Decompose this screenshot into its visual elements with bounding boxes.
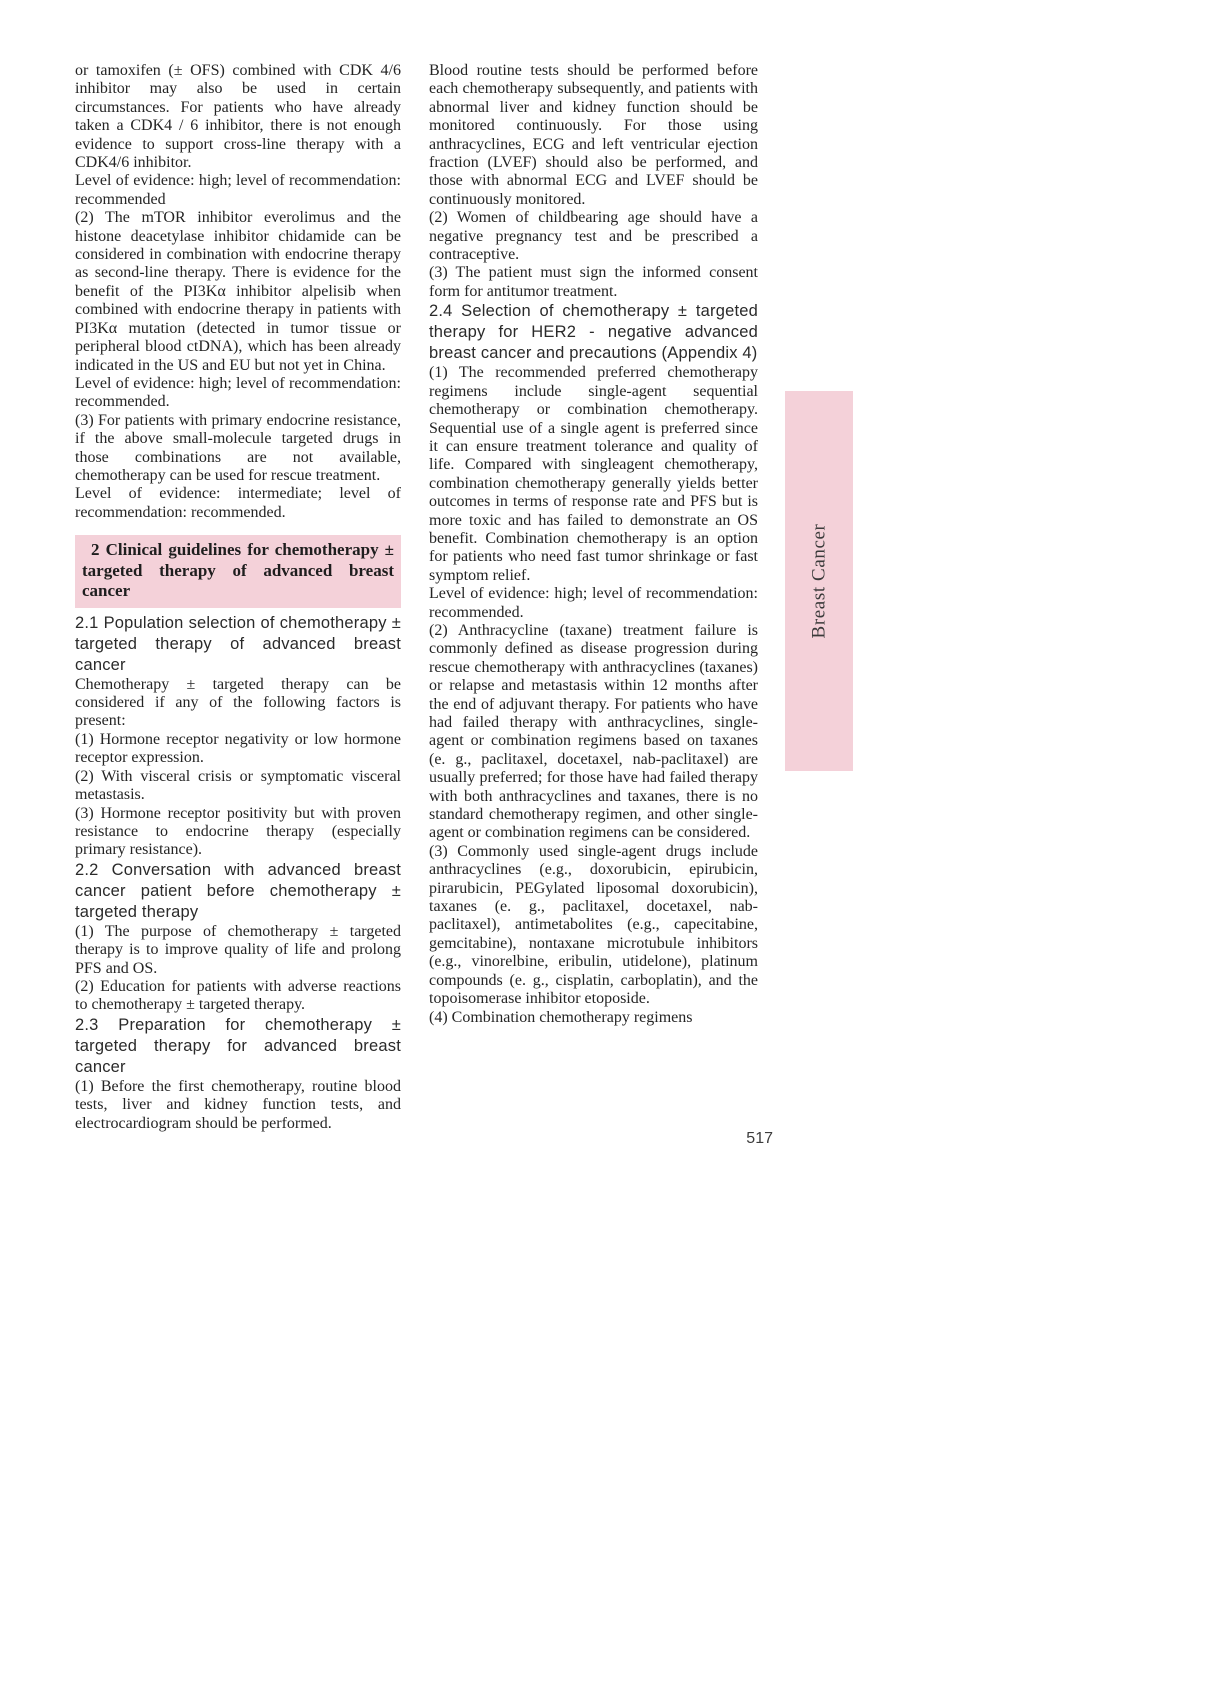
paragraph: (2) The mTOR inhibitor everolimus and the histone deacetylase inhibitor chidamide can be considered in combination with endocrine therapy as second-line therapy. There is evidence for the benefit of the PI3Kα inhibitor alpelisib when combined with endocrine therapy in patients with PI3Kα mutation (detected in tumor tissue or peripheral blood ctDNA), which has been already indicated in the US and EU but not yet in China. (75, 209, 401, 374)
chapter-side-tab-label: Breast Cancer (808, 523, 830, 639)
paragraph: (3) Hormone receptor positivity but with proven resistance to endocrine therapy (especially primary resistance). (75, 804, 401, 859)
section-subheading: 2.2 Conversation with advanced breast cancer patient before chemotherapy ± targeted therapy (75, 860, 401, 921)
paragraph: Level of evidence: intermediate; level of recommendation: recommended. (75, 485, 401, 521)
paragraph: (1) The recommended preferred chemotherapy regimens include single-agent sequential chemotherapy or combination chemotherapy. Sequential use of a single agent is preferred since it can ensure treatment tolerance and quality of life. Compared with singleagent chemotherapy, combination chemotherapy generally yields better outcomes in terms of response rate and PFS but is more toxic and has failed to demonstrate an OS benefit. Combination chemotherapy is an option for patients who need fast tumor shrinkage or fast symptom relief. (429, 364, 758, 584)
section-subheading: 2.4 Selection of chemotherapy ± targeted therapy for HER2 - negative advanced breast cancer and precautions (Appendix 4) (429, 302, 758, 363)
paragraph: (1) Before the first chemotherapy, routine blood tests, liver and kidney function tests, and electrocardiogram should be performed. (75, 1077, 401, 1132)
paragraph: (3) For patients with primary endocrine resistance, if the above small-molecule targeted drugs in those combinations are not available, chemotherapy can be used for rescue treatment. (75, 411, 401, 484)
section-heading-box: 2 Clinical guidelines for chemotherapy ± targeted therapy of advanced breast cancer (75, 535, 401, 608)
paragraph: (4) Combination chemotherapy regimens (429, 1008, 693, 1026)
paragraph: (2) Education for patients with adverse reactions to chemotherapy ± targeted therapy. (75, 977, 401, 1014)
paragraph: (2) Women of childbearing age should have a negative pregnancy test and be prescribed a contraceptive. (429, 209, 758, 264)
paragraph: (2) With visceral crisis or symptomatic visceral metastasis. (75, 767, 401, 804)
page-number: 517 (746, 1130, 773, 1147)
paragraph: Blood routine tests should be performed before each chemotherapy subsequently, and patients with abnormal liver and kidney function should be monitored continuously. For those using anthracyclines, ECG and left ventricular ejection fraction (LVEF) should also be performed, and those with abnormal ECG and LVEF should be continuously monitored. (429, 62, 758, 208)
paragraph: (1) Hormone receptor negativity or low hormone receptor expression. (75, 730, 401, 767)
text-column-left (75, 62, 401, 1133)
paragraph: (3) The patient must sign the informed consent form for antitumor treatment. (429, 264, 758, 300)
paragraph: (1) The purpose of chemotherapy ± targeted therapy is to improve quality of life and prolong PFS and OS. (75, 922, 401, 977)
paragraph: (3) Commonly used single-agent drugs include anthracyclines (e.g., doxorubicin, epirubicin, pirarubicin, PEGylated liposomal doxorubicin), taxanes (e. g., paclitaxel, docetaxel, nab-paclitaxel), antimetabolites (e.g., capecitabine, gemcitabine), nontaxane microtubule inhibitors (e.g., vinorelbine, eribulin, utidelone), platinum compounds (e. g., cisplatin, carboplatin), and the topoisomerase inhibitor etoposide. (429, 842, 758, 1008)
chapter-side-tab (785, 391, 853, 771)
paragraph: or tamoxifen (± OFS) combined with CDK 4/6 inhibitor may also be used in certain circumstances. For patients who have already taken a CDK4 / 6 inhibitor, there is not enough evidence to support cross-line therapy with a CDK4/6 inhibitor. (75, 62, 401, 172)
paragraph: Chemotherapy ± targeted therapy can be considered if any of the following factors is present: (75, 675, 401, 730)
paragraph: Level of evidence: high; level of recommendation: recommended. (429, 585, 758, 621)
section-subheading: 2.1 Population selection of chemotherapy ± targeted therapy of advanced breast cancer (75, 613, 401, 674)
paragraph: Level of evidence: high; level of recommendation: recommended (75, 172, 401, 208)
paragraph: Level of evidence: high; level of recommendation: recommended. (75, 374, 401, 411)
section-subheading: 2.3 Preparation for chemotherapy ± targeted therapy for advanced breast cancer (75, 1015, 401, 1076)
paragraph: (2) Anthracycline (taxane) treatment failure is commonly defined as disease progression during rescue chemotherapy with anthracyclines (taxanes) or relapse and metastasis within 12 months after the end of adjuvant therapy. For patients who have had failed therapy with anthracyclines, single-agent or combination regimens based on taxanes (e. g., paclitaxel, docetaxel, nab-paclitaxel) are usually preferred; for those have had failed therapy with both anthracyclines and taxanes, there is no standard chemotherapy regimen, and other single-agent or combination regimens can be considered. (429, 621, 758, 842)
text-column-right (429, 62, 758, 1027)
